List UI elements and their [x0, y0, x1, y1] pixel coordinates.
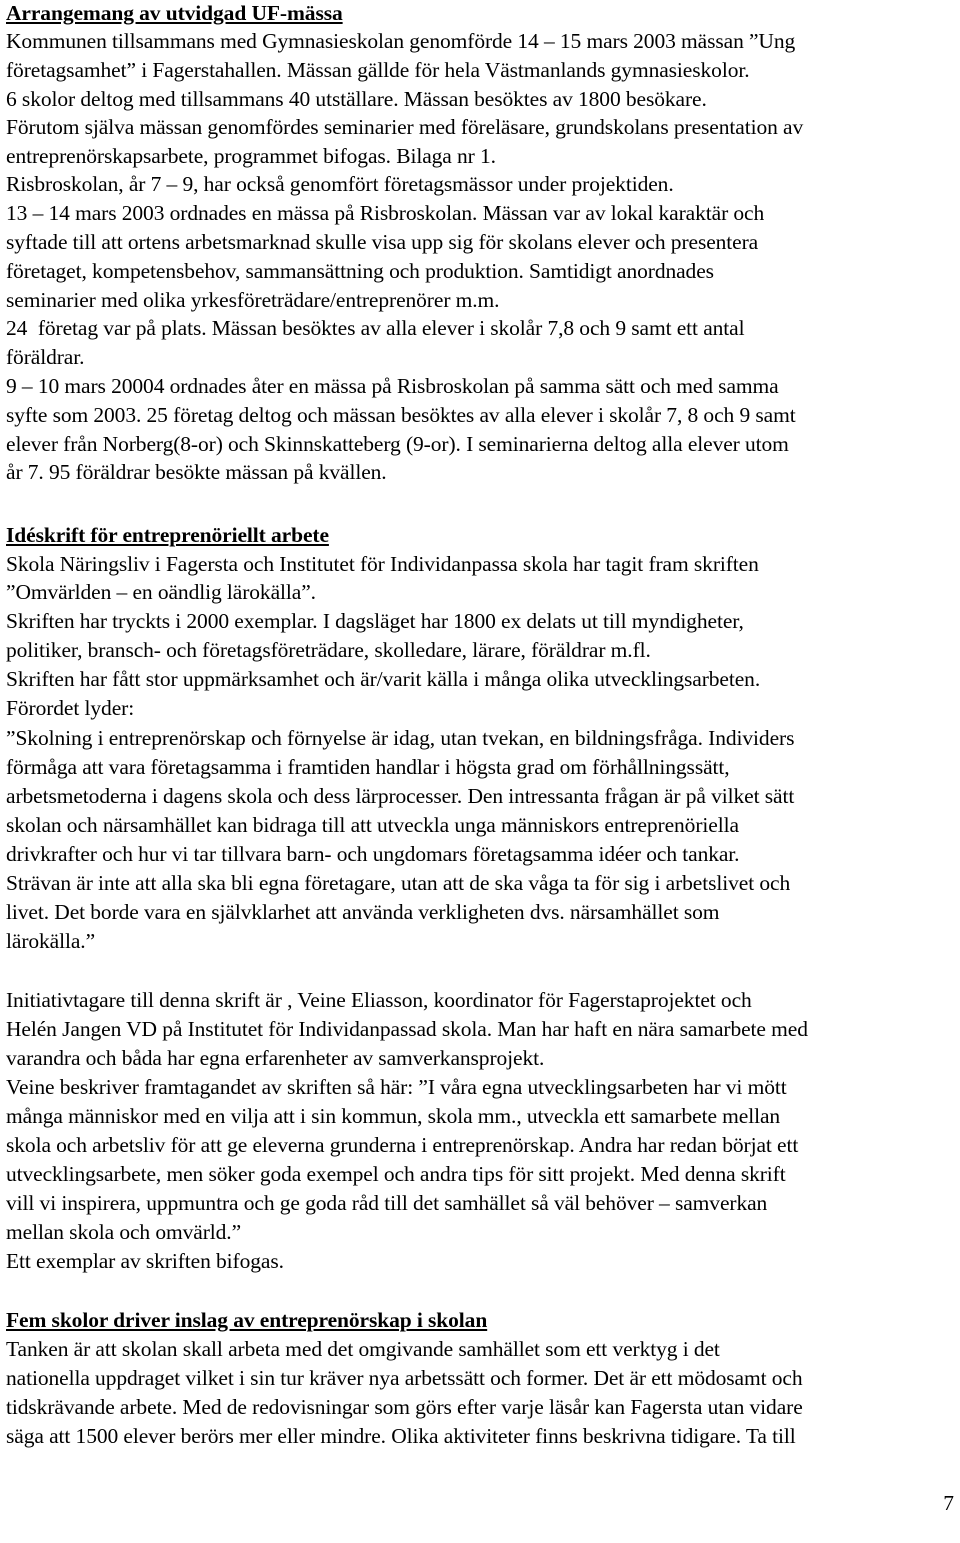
page-number: 7 [943, 1491, 954, 1515]
paragraph-line: nationella uppdraget vilket i sin tur kräver nya arbetssätt och former. Det är ett mödosamt och [6, 1366, 803, 1390]
paragraph-line: arbetsmetoderna i dagens skola och dess lärprocesser. Den intressanta frågan är på vilket sätt [6, 784, 795, 808]
paragraph-line: 13 – 14 mars 2003 ordnades en mässa på Risbroskolan. Mässan var av lokal karaktär och [6, 201, 765, 225]
paragraph-line: vill vi inspirera, uppmuntra och ge goda råd till det samhället så väl behöver – samverkan [6, 1191, 768, 1215]
paragraph-line: Tanken är att skolan skall arbeta med det omgivande samhället som ett verktyg i det [6, 1337, 720, 1361]
paragraph-line: säga att 1500 elever berörs mer eller mindre. Olika aktiviteter finns beskrivna tidigare. Ta till [6, 1424, 796, 1448]
paragraph-line: Veine beskriver framtagandet av skriften så här: ”I våra egna utvecklingsarbeten har vi mött [6, 1075, 787, 1099]
paragraph-line: Skola Näringsliv i Fagersta och Institutet för Individanpassa skola har tagit fram skriften [6, 552, 759, 576]
paragraph-line: Initiativtagare till denna skrift är , Veine Eliasson, koordinator för Fagerstaprojektet och [6, 988, 752, 1012]
paragraph-line: elever från Norberg(8-or) och Skinnskatteberg (9-or). I seminarierna deltog alla elever utom [6, 432, 789, 456]
paragraph-line: år 7. 95 föräldrar besökte mässan på kvällen. [6, 460, 387, 484]
paragraph-line: politiker, bransch- och företagsföreträdare, skolledare, lärare, föräldrar m.fl. [6, 638, 651, 662]
paragraph-line: Skriften har tryckts i 2000 exemplar. I dagsläget har 1800 ex delats ut till myndigheter, [6, 609, 744, 633]
paragraph-line: Kommunen tillsammans med Gymnasieskolan genomförde 14 – 15 mars 2003 mässan ”Ung [6, 29, 796, 53]
paragraph-line: entreprenörskapsarbete, programmet bifogas. Bilaga nr 1. [6, 144, 496, 168]
paragraph-line: syftade till att ortens arbetsmarknad skulle visa upp sig för skolans elever och presentera [6, 230, 759, 254]
paragraph-line: Förordet lyder: [6, 696, 135, 720]
section-heading-uf-massa: Arrangemang av utvidgad UF-mässa [6, 1, 343, 25]
paragraph-line: Strävan är inte att alla ska bli egna företagare, utan att de ska våga ta för sig i arbetslivet och [6, 871, 791, 895]
paragraph-line: skola och arbetsliv för att ge eleverna grunderna i entreprenörskap. Andra har redan börjat ett [6, 1133, 799, 1157]
paragraph-line: 9 – 10 mars 20004 ordnades åter en mässa på Risbroskolan på samma sätt och med samma [6, 374, 779, 398]
paragraph-line: utvecklingsarbete, men söker goda exempel och andra tips för sitt projekt. Med denna skrift [6, 1162, 786, 1186]
paragraph-line: syfte som 2003. 25 företag deltog och mässan besöktes av alla elever i skolår 7, 8 och 9 samt [6, 403, 796, 427]
paragraph-line: många människor med en vilja att i sin kommun, skola mm., utveckla ett samarbete mellan [6, 1104, 781, 1128]
paragraph-line: ”Skolning i entreprenörskap och förnyelse är idag, utan tvekan, en bildningsfråga. Individers [6, 726, 795, 750]
paragraph-line: företaget, kompetensbehov, sammansättning och produktion. Samtidigt anordnades [6, 259, 714, 283]
paragraph-line: mellan skola och omvärld.” [6, 1220, 242, 1244]
paragraph-line: seminarier med olika yrkesföreträdare/entreprenörer m.m. [6, 288, 500, 312]
paragraph-line: drivkrafter och hur vi tar tillvara barn- och ungdomars företagsamma idéer och tankar. [6, 842, 740, 866]
paragraph-line: tidskrävande arbete. Med de redovisningar som görs efter varje läsår kan Fagersta utan vidare [6, 1395, 803, 1419]
section-heading-fem-skolor: Fem skolor driver inslag av entreprenörskap i skolan [6, 1308, 488, 1332]
paragraph-line: Helén Jangen VD på Institutet för Individanpassad skola. Man har haft en nära samarbete med [6, 1017, 808, 1041]
paragraph-line: lärokälla.” [6, 929, 96, 953]
paragraph-line: 24 företag var på plats. Mässan besöktes av alla elever i skolår 7,8 och 9 samt ett antal [6, 316, 745, 340]
paragraph-line: Skriften har fått stor uppmärksamhet och är/varit källa i många olika utvecklingsarbeten. [6, 667, 761, 691]
paragraph-line: skolan och närsamhället kan bidraga till att utveckla unga människors entreprenöriella [6, 813, 739, 837]
paragraph-line: Risbroskolan, år 7 – 9, har också genomfört företagsmässor under projektiden. [6, 172, 674, 196]
paragraph-line: förmåga att vara företagsamma i framtiden handlar i högsta grad om förhållningssätt, [6, 755, 730, 779]
paragraph-line: företagsamhet” i Fagerstahallen. Mässan gällde för hela Västmanlands gymnasieskolor. [6, 58, 750, 82]
paragraph-line: varandra och båda har egna erfarenheter av samverkansprojekt. [6, 1046, 545, 1070]
paragraph-line: livet. Det borde vara en självklarhet att använda verkligheten dvs. närsamhället som [6, 900, 720, 924]
paragraph-line: Ett exemplar av skriften bifogas. [6, 1249, 284, 1273]
paragraph-line: 6 skolor deltog med tillsammans 40 utställare. Mässan besöktes av 1800 besökare. [6, 87, 707, 111]
paragraph-line: föräldrar. [6, 345, 85, 369]
paragraph-line: ”Omvärlden – en oändlig lärokälla”. [6, 580, 316, 604]
section-heading-ideskrift: Idéskrift för entreprenöriellt arbete [6, 523, 329, 547]
paragraph-line: Förutom själva mässan genomfördes seminarier med föreläsare, grundskolans presentation av [6, 115, 804, 139]
